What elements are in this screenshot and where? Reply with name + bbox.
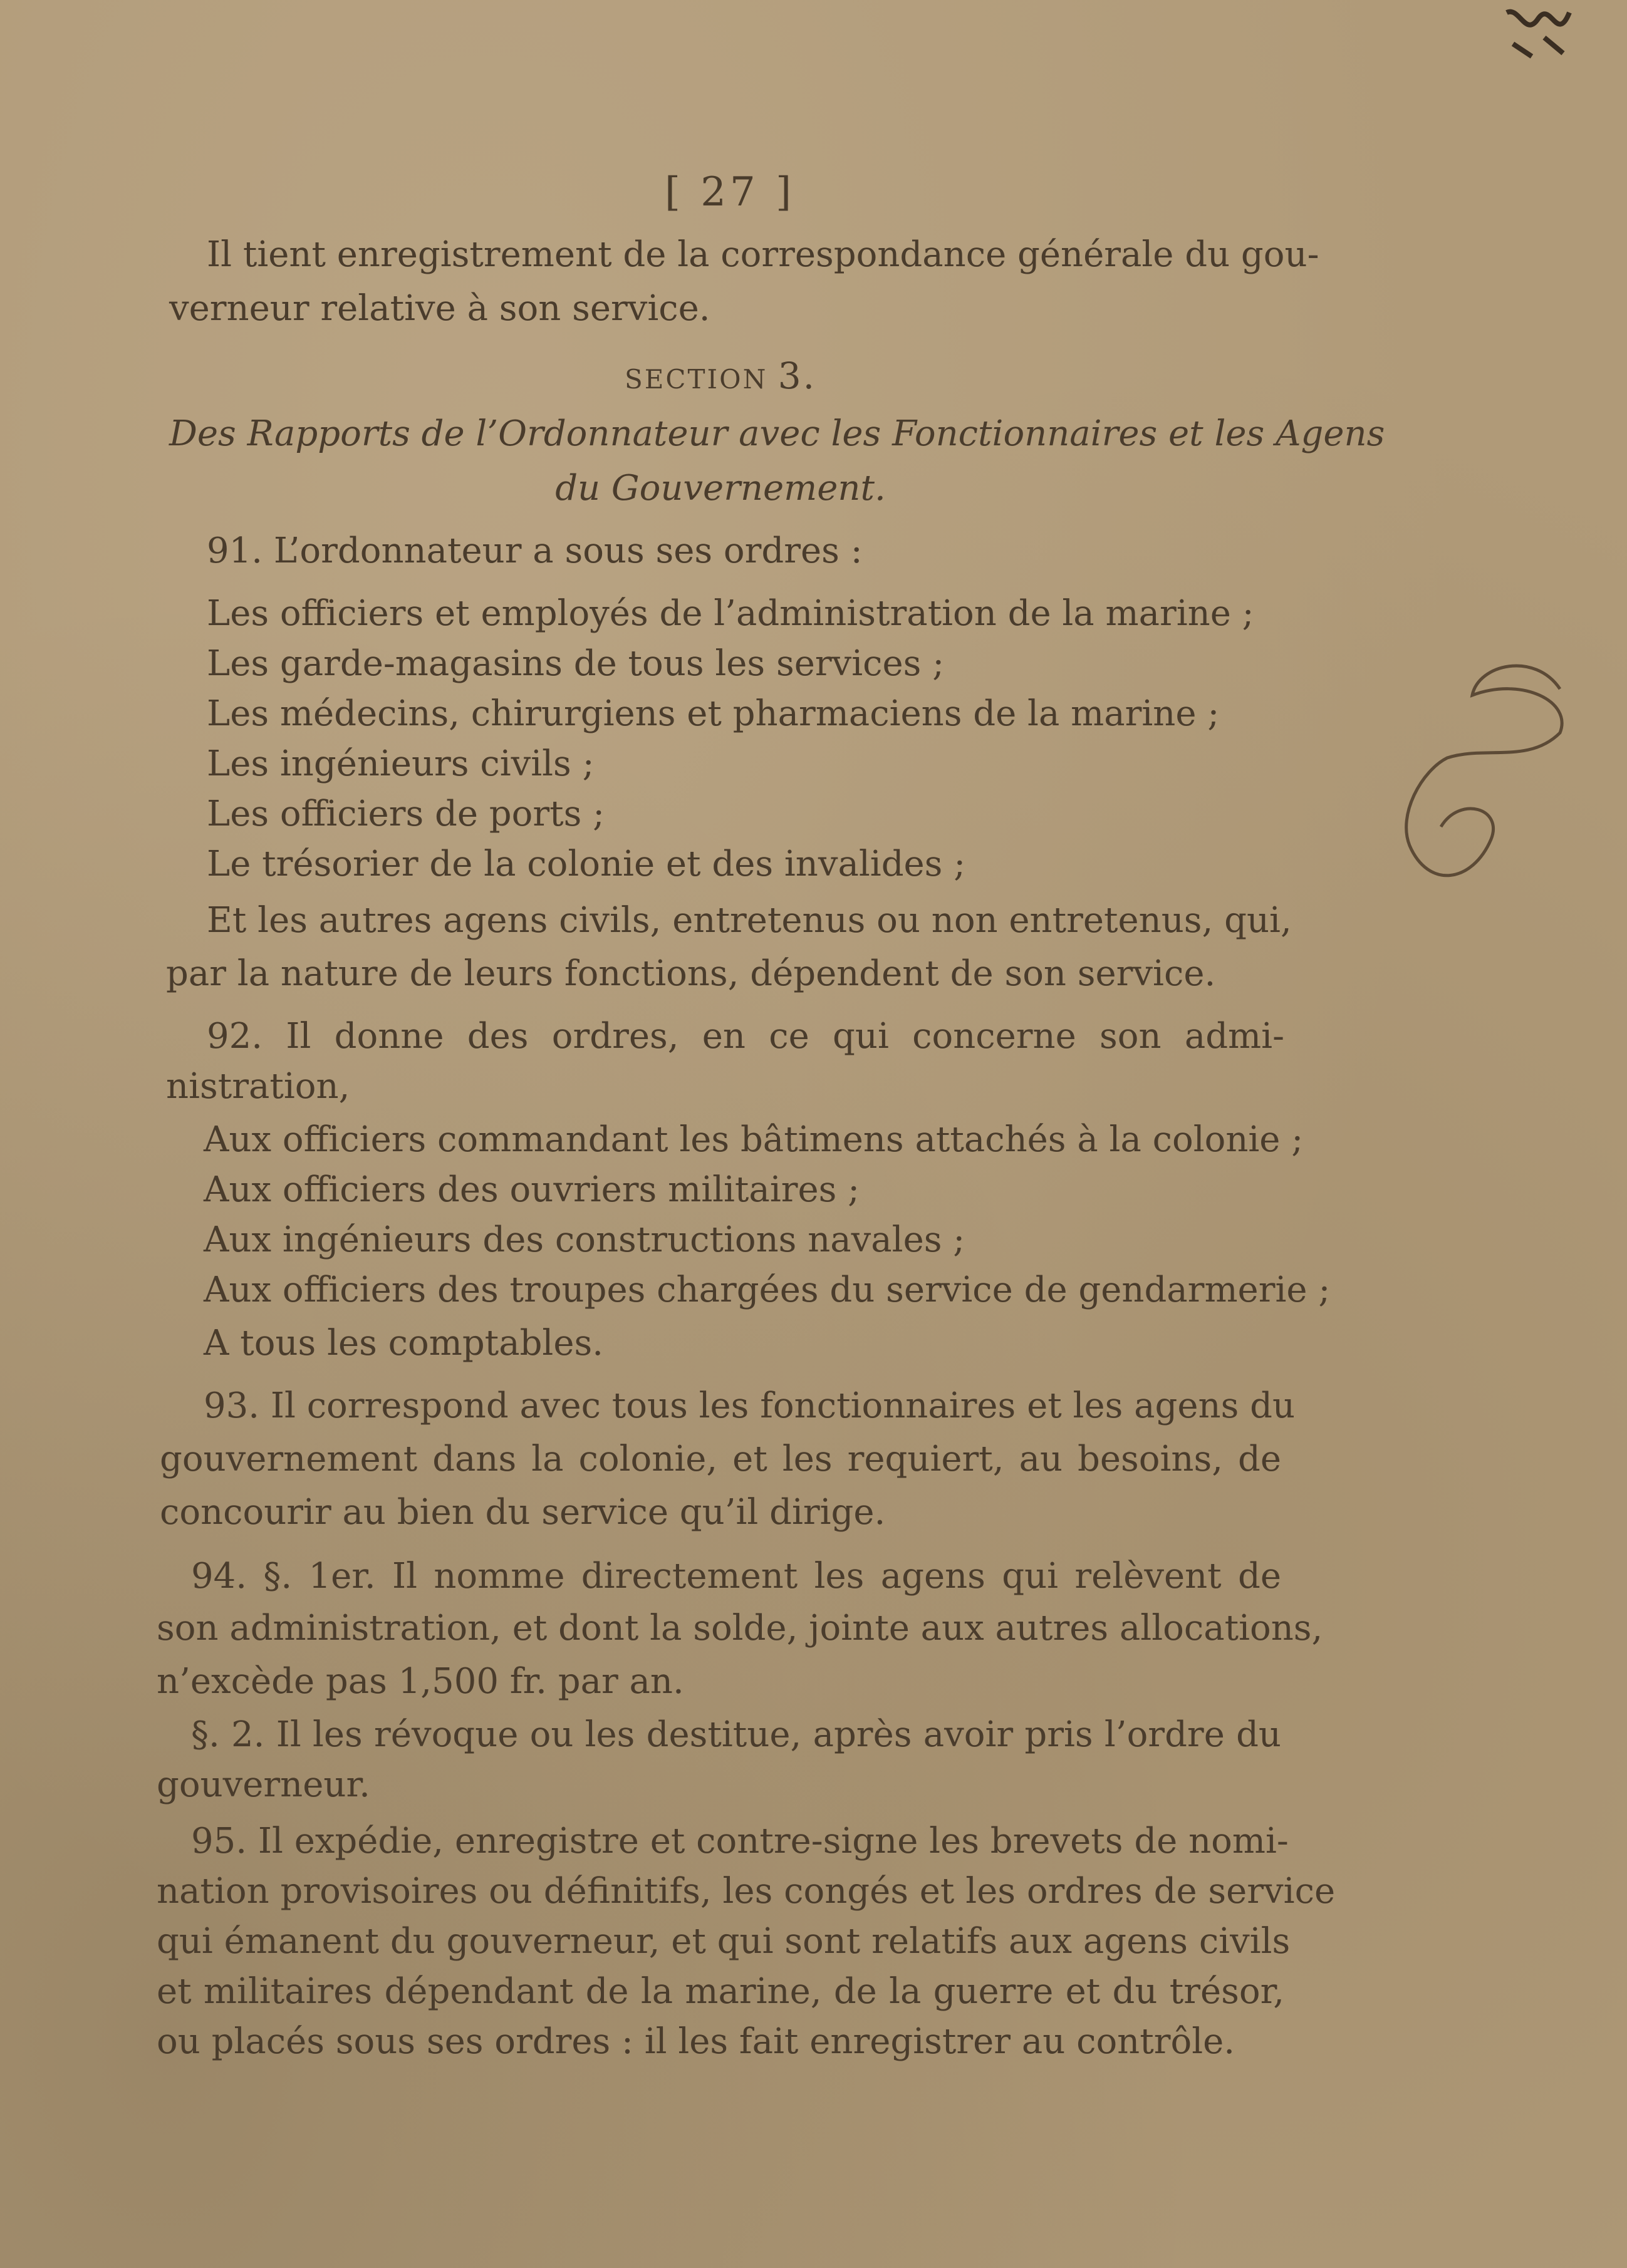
article-94-line: n’excède pas 1,500 fr. par an.: [157, 1661, 684, 1702]
article-94-line: son administration, et dont la solde, jointe aux autres allocations,: [157, 1608, 1323, 1649]
page-number: [ 27 ]: [664, 169, 796, 215]
section-number: 3.: [777, 355, 817, 397]
article-93-line: 93. Il correspond avec tous les fonctionnaires et les agens du: [204, 1385, 1296, 1426]
article-93-line: gouvernement dans la colonie, et les requiert, au besoins, de: [160, 1439, 1281, 1479]
section-title-line: du Gouvernement.: [555, 468, 886, 509]
ink-corner-mark: [1500, 0, 1582, 63]
article-91-line: Les garde-magasins de tous les services ;: [207, 643, 945, 684]
article-91-line: par la nature de leurs fonctions, dépendent de son service.: [166, 953, 1216, 994]
section-title-line: Des Rapports de l’Ordonnateur avec les Fonctionnaires et les Agens: [169, 413, 1385, 454]
article-92-line: Aux officiers des troupes chargées du service de gendarmerie ;: [204, 1270, 1331, 1310]
article-92-line: A tous les comptables.: [204, 1323, 604, 1364]
article-93-line: concourir au bien du service qu’il dirige.: [160, 1492, 886, 1533]
article-95-line: et militaires dépendant de la marine, de la guerre et du trésor,: [157, 1971, 1284, 2012]
article-91-line: Les officiers et employés de l’administration de la marine ;: [207, 593, 1254, 634]
article-92-line: Aux officiers des ouvriers militaires ;: [204, 1169, 860, 1210]
article-91-line: Les ingénieurs civils ;: [207, 743, 595, 784]
article-95-line: nation provisoires ou définitifs, les congés et les ordres de service: [157, 1871, 1336, 1912]
section-heading: [501, 354, 940, 401]
paragraph-line: verneur relative à son service.: [169, 288, 710, 329]
article-91-line: Les médecins, chirurgiens et pharmaciens de la marine ;: [207, 693, 1220, 734]
article-91-line: Les officiers de ports ;: [207, 794, 605, 834]
article-92-line: 92. Il donne des ordres, en ce qui concerne son admi-: [207, 1016, 1284, 1057]
article-94-line: gouverneur.: [157, 1764, 370, 1805]
article-91-line: 91. L’ordonnateur a sous ses ordres :: [207, 531, 863, 571]
article-92-line: Aux ingénieurs des constructions navales ;: [204, 1219, 965, 1260]
article-91-line: Le trésorier de la colonie et des invalides ;: [207, 844, 966, 884]
paragraph-line: Il tient enregistrement de la correspondance générale du gou-: [207, 234, 1319, 275]
article-94-line: §. 2. Il les révoque ou les destitue, après avoir pris l’ordre du: [191, 1714, 1281, 1755]
article-92-line: Aux officiers commandant les bâtimens attachés à la colonie ;: [204, 1119, 1304, 1160]
article-95-line: 95. Il expédie, enregistre et contre-signe les brevets de nomi-: [191, 1821, 1289, 1862]
handwritten-loop-mark: [1372, 639, 1585, 902]
article-95-line: ou placés sous ses ordres : il les fait enregistrer au contrôle.: [157, 2021, 1235, 2062]
article-95-line: qui émanent du gouverneur, et qui sont relatifs aux agens civils: [157, 1921, 1291, 1962]
article-92-line: nistration,: [166, 1066, 350, 1107]
article-94-line: 94. §. 1er. Il nomme directement les agens qui relèvent de: [191, 1556, 1281, 1597]
article-91-line: Et les autres agens civils, entretenus ou non entretenus, qui,: [207, 900, 1292, 941]
section-label: SECTION: [624, 364, 768, 395]
